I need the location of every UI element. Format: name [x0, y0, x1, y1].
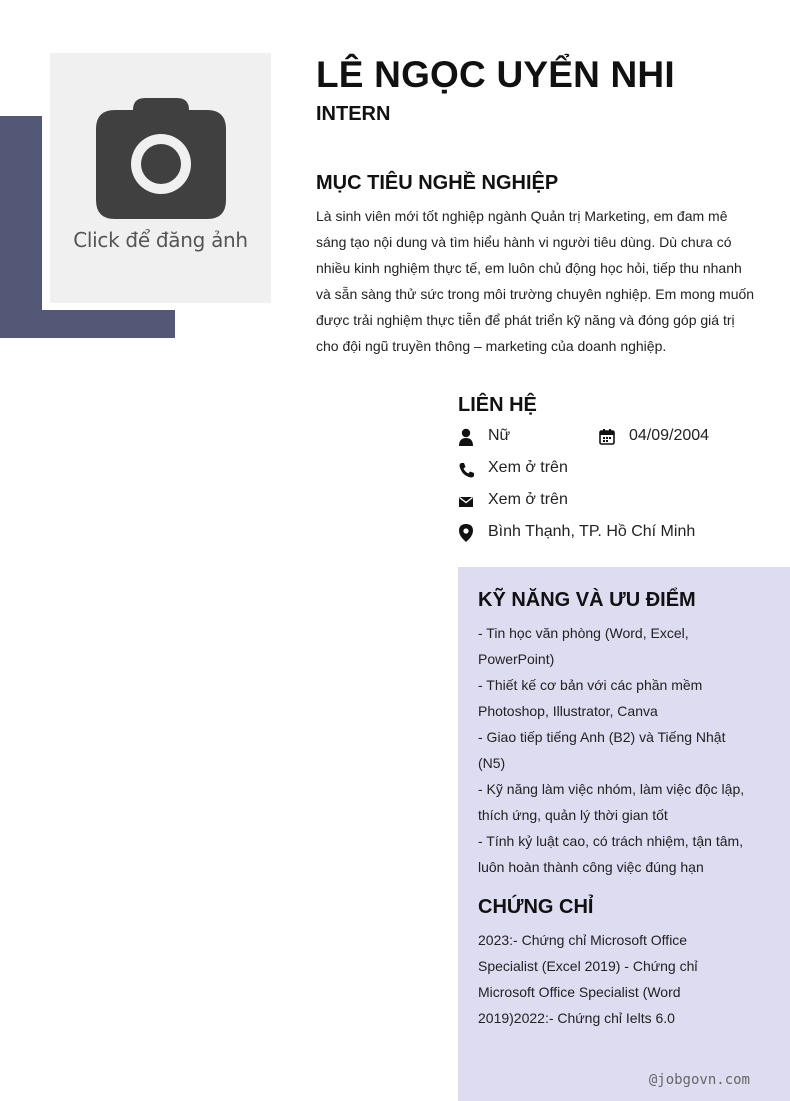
- email-value: Xem ở trên: [488, 491, 568, 508]
- watermark: @jobgovn.com: [648, 1072, 750, 1088]
- phone-value: Xem ở trên: [488, 459, 568, 476]
- contact-row-address: [458, 521, 778, 553]
- job-title: INTERN: [316, 103, 391, 125]
- address-value: Bình Thạnh, TP. Hồ Chí Minh: [488, 523, 696, 540]
- skills-panel: [458, 567, 790, 1101]
- candidate-name: LÊ NGỌC UYỂN NHI: [316, 54, 675, 95]
- contact-section: [458, 394, 778, 553]
- certificates-heading: CHỨNG CHỈ: [478, 896, 594, 918]
- objective-heading: MỤC TIÊU NGHỀ NGHIỆP: [316, 172, 559, 194]
- photo-upload[interactable]: [42, 45, 279, 310]
- location-icon: [458, 523, 474, 543]
- photo-placeholder[interactable]: [50, 53, 271, 303]
- person-icon: [458, 427, 474, 447]
- contact-row-phone: [458, 457, 778, 489]
- objective-section: [316, 172, 756, 359]
- photo-caption: Click để đăng ảnh: [73, 228, 248, 252]
- certificates-text: 2023:- Chứng chỉ Microsoft Office Specialist (Excel 2019) - Chứng chỉ Microsoft Office Specialist (Word 2019)2022:- Chứng chỉ Ielts 6.0: [478, 932, 698, 1026]
- skill-item: - Thiết kế cơ bản với các phần mềm Photoshop, Illustrator, Canva: [478, 677, 703, 719]
- camera-icon: [95, 90, 227, 220]
- skills-heading: KỸ NĂNG VÀ ƯU ĐIỂM: [478, 589, 696, 611]
- mail-icon: [458, 491, 474, 511]
- objective-text: Là sinh viên mới tốt nghiệp ngành Quản trị Marketing, em đam mê sáng tạo nội dung và tìm hiểu hành vi người tiêu dùng. Dù chưa có nhiều kinh nghiệm thực tế, em luôn chủ động học hỏi, tiếp thu nhanh và sẵn sàng thử sức trong môi trường chuyên nghiệp. Em mong muốn được trải nghiệm thực tiễn để phát triển kỹ năng và đóng góp giá trị cho đội ngũ truyền thông – marketing của doanh nghiệp.: [316, 208, 755, 354]
- dob-value: 04/09/2004: [629, 427, 710, 444]
- phone-icon: [458, 459, 474, 479]
- skill-item: - Tin học văn phòng (Word, Excel, PowerPoint): [478, 625, 689, 667]
- contact-row-email: [458, 489, 778, 521]
- contact-row-gender-dob: [458, 425, 778, 457]
- contact-heading: LIÊN HỆ: [458, 394, 537, 416]
- calendar-icon: [599, 427, 615, 447]
- gender-value: Nữ: [488, 427, 511, 444]
- skill-item: - Tính kỷ luật cao, có trách nhiệm, tận tâm, luôn hoàn thành công việc đúng hạn: [478, 833, 744, 875]
- skill-item: - Kỹ năng làm việc nhóm, làm việc độc lập, thích ứng, quản lý thời gian tốt: [478, 781, 745, 823]
- skill-item: - Giao tiếp tiếng Anh (B2) và Tiếng Nhật (N5): [478, 729, 726, 771]
